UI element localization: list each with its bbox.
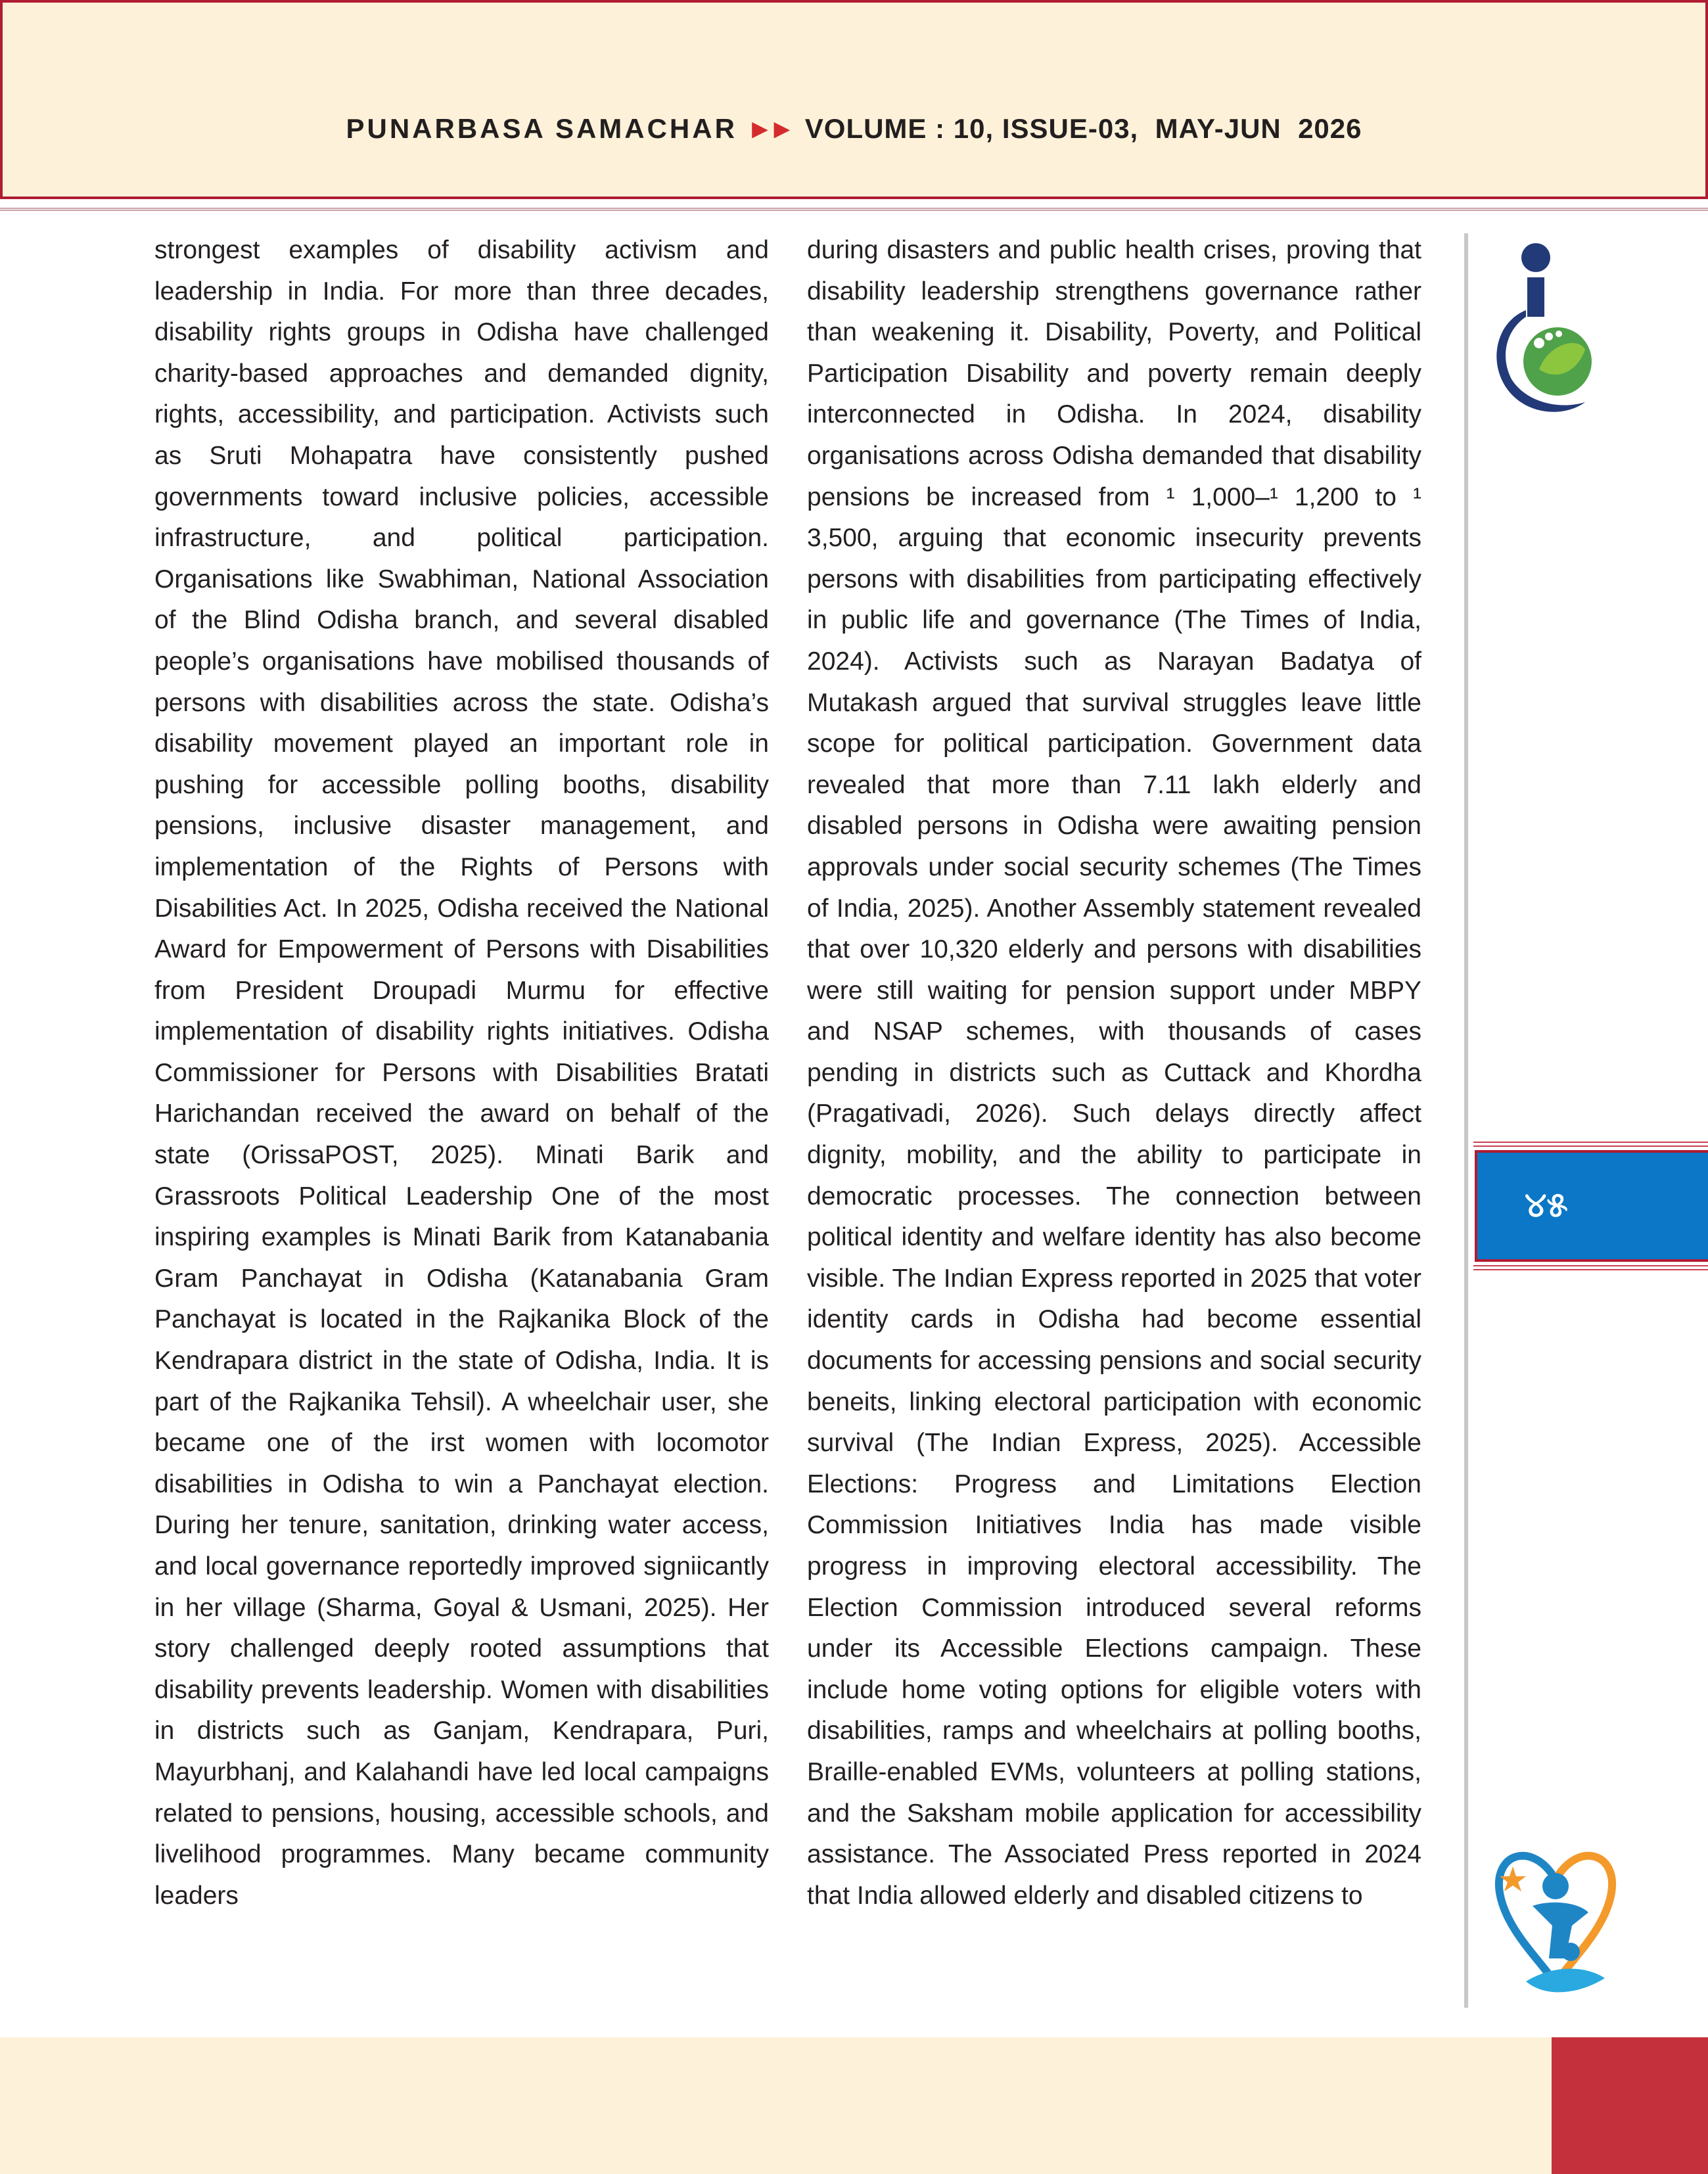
publication-title: PUNARBASA SAMACHAR: [346, 113, 737, 144]
header-divider: [0, 208, 1708, 211]
page-number-tab: [1475, 1150, 1708, 1262]
running-head: [3, 113, 1705, 145]
issue-info: VOLUME : 10, ISSUE-03, MAY-JUN 2026: [804, 113, 1362, 144]
heart-people-emblem-icon: [1493, 1840, 1618, 2004]
double-right-triangle-icon: ▶ ▶: [752, 118, 791, 140]
footer-accent-block: [1552, 2037, 1708, 2174]
text-column-right: during disasters and public health crises, proving that disability leadership strengthens governance rather than weakening it. Disability, Poverty, and Political Participation Disability and poverty remain deeply interconnected in Odisha. In 2024, disability organisations across Odisha demanded that disability pensions be increased from ¹ 1,000–¹ 1,200 to ¹ 3,500, arguing that economic insecurity prevents persons with disabilities from participating effectively in public life and governance (The Times of India, 2024). Activists such as Narayan Badatya of Mutakash argued that survival struggles leave little scope for political participation. Government data revealed that more than 7.11 lakh elderly and disabled persons in Odisha were awaiting pension approvals under social security schemes (The Times of India, 2025). Another Assembly statement revealed that over 10,320 elderly and persons with disabilities were still waiting for pension support under MBPY and NSAP schemes, with thousands of cases pending in districts such as Cuttack and Khordha (Pragativadi, 2026). Such delays directly affect dignity, mobility, and the ability to participate in democratic processes. The connection between political identity and welfare identity has also become visible. The Indian Express reported in 2025 that voter identity cards in Odisha had become essential documents for accessing pensions and social security beneits, linking electoral participation with economic survival (The Indian Express, 2025). Accessible Elections: Progress and Limitations Election Commission Initiatives India has made visible progress in improving electoral accessibility. The Election Commission introduced several reforms under its Accessible Elections campaign. These include home voting options for eligible voters with disabilities, ramps and wheelchairs at polling booths, Braille-enabled EVMs, volunteers at polling stations, and the Saksham mobile application for accessibility assistance. The Associated Press reported in 2024 that India allowed elderly and disabled citizens to: [807, 236, 1421, 1910]
page-header: [0, 0, 1708, 199]
text-column-left: strongest examples of disability activism and leadership in India. For more than three decades, disability rights groups in Odisha have challenged charity-based approaches and demanded dignity, rights, accessibility, and participation. Activists such as Sruti Mohapatra have consistently pushed governments toward inclusive policies, accessible infrastructure, and political participation. Organisations like Swabhiman, National Association of the Blind Odisha branch, and several disabled people’s organisations have mobilised thousands of persons with disabilities across the state. Odisha’s disability movement played an important role in pushing for accessible polling booths, disability pensions, inclusive disaster management, and implementation of the Rights of Persons with Disabilities Act. In 2025, Odisha received the National Award for Empowerment of Persons with Disabilities from President Droupadi Murmu for effective implementation of disability rights initiatives. Odisha Commissioner for Persons with Disabilities Bratati Harichandan received the award on behalf of the state (OrissaPOST, 2025). Minati Barik and Grassroots Political Leadership One of the most inspiring examples is Minati Barik from Katanabania Gram Panchayat in Odisha (Katanabania Gram Panchayat is located in the Rajkanika Block of the Kendrapara district in the state of Odisha, India. It is part of the Rajkanika Tehsil). A wheelchair user, she became one of the irst women with locomotor disabilities in Odisha to win a Panchayat election. During her tenure, sanitation, drinking water access, and local governance reportedly improved signiicantly in her village (Sharma, Goyal & Usmani, 2025). Her story challenged deeply rooted assumptions that disability prevents leadership. Women with disabilities in districts such as Ganjam, Kendrapara, Puri, Mayurbhanj, and Kalahandi have led local campaigns related to pensions, housing, accessible schools, and livelihood programmes. Many became community leaders: [154, 236, 769, 1910]
page-tab-rule-bottom: [1473, 1265, 1708, 1270]
wheelchair-emblem-icon: [1487, 238, 1602, 428]
sidebar-divider: [1464, 233, 1468, 2008]
page-number: ୪୫: [1525, 1186, 1568, 1225]
page-tab-rule-top: [1473, 1142, 1708, 1147]
page-footer: [0, 2037, 1708, 2174]
